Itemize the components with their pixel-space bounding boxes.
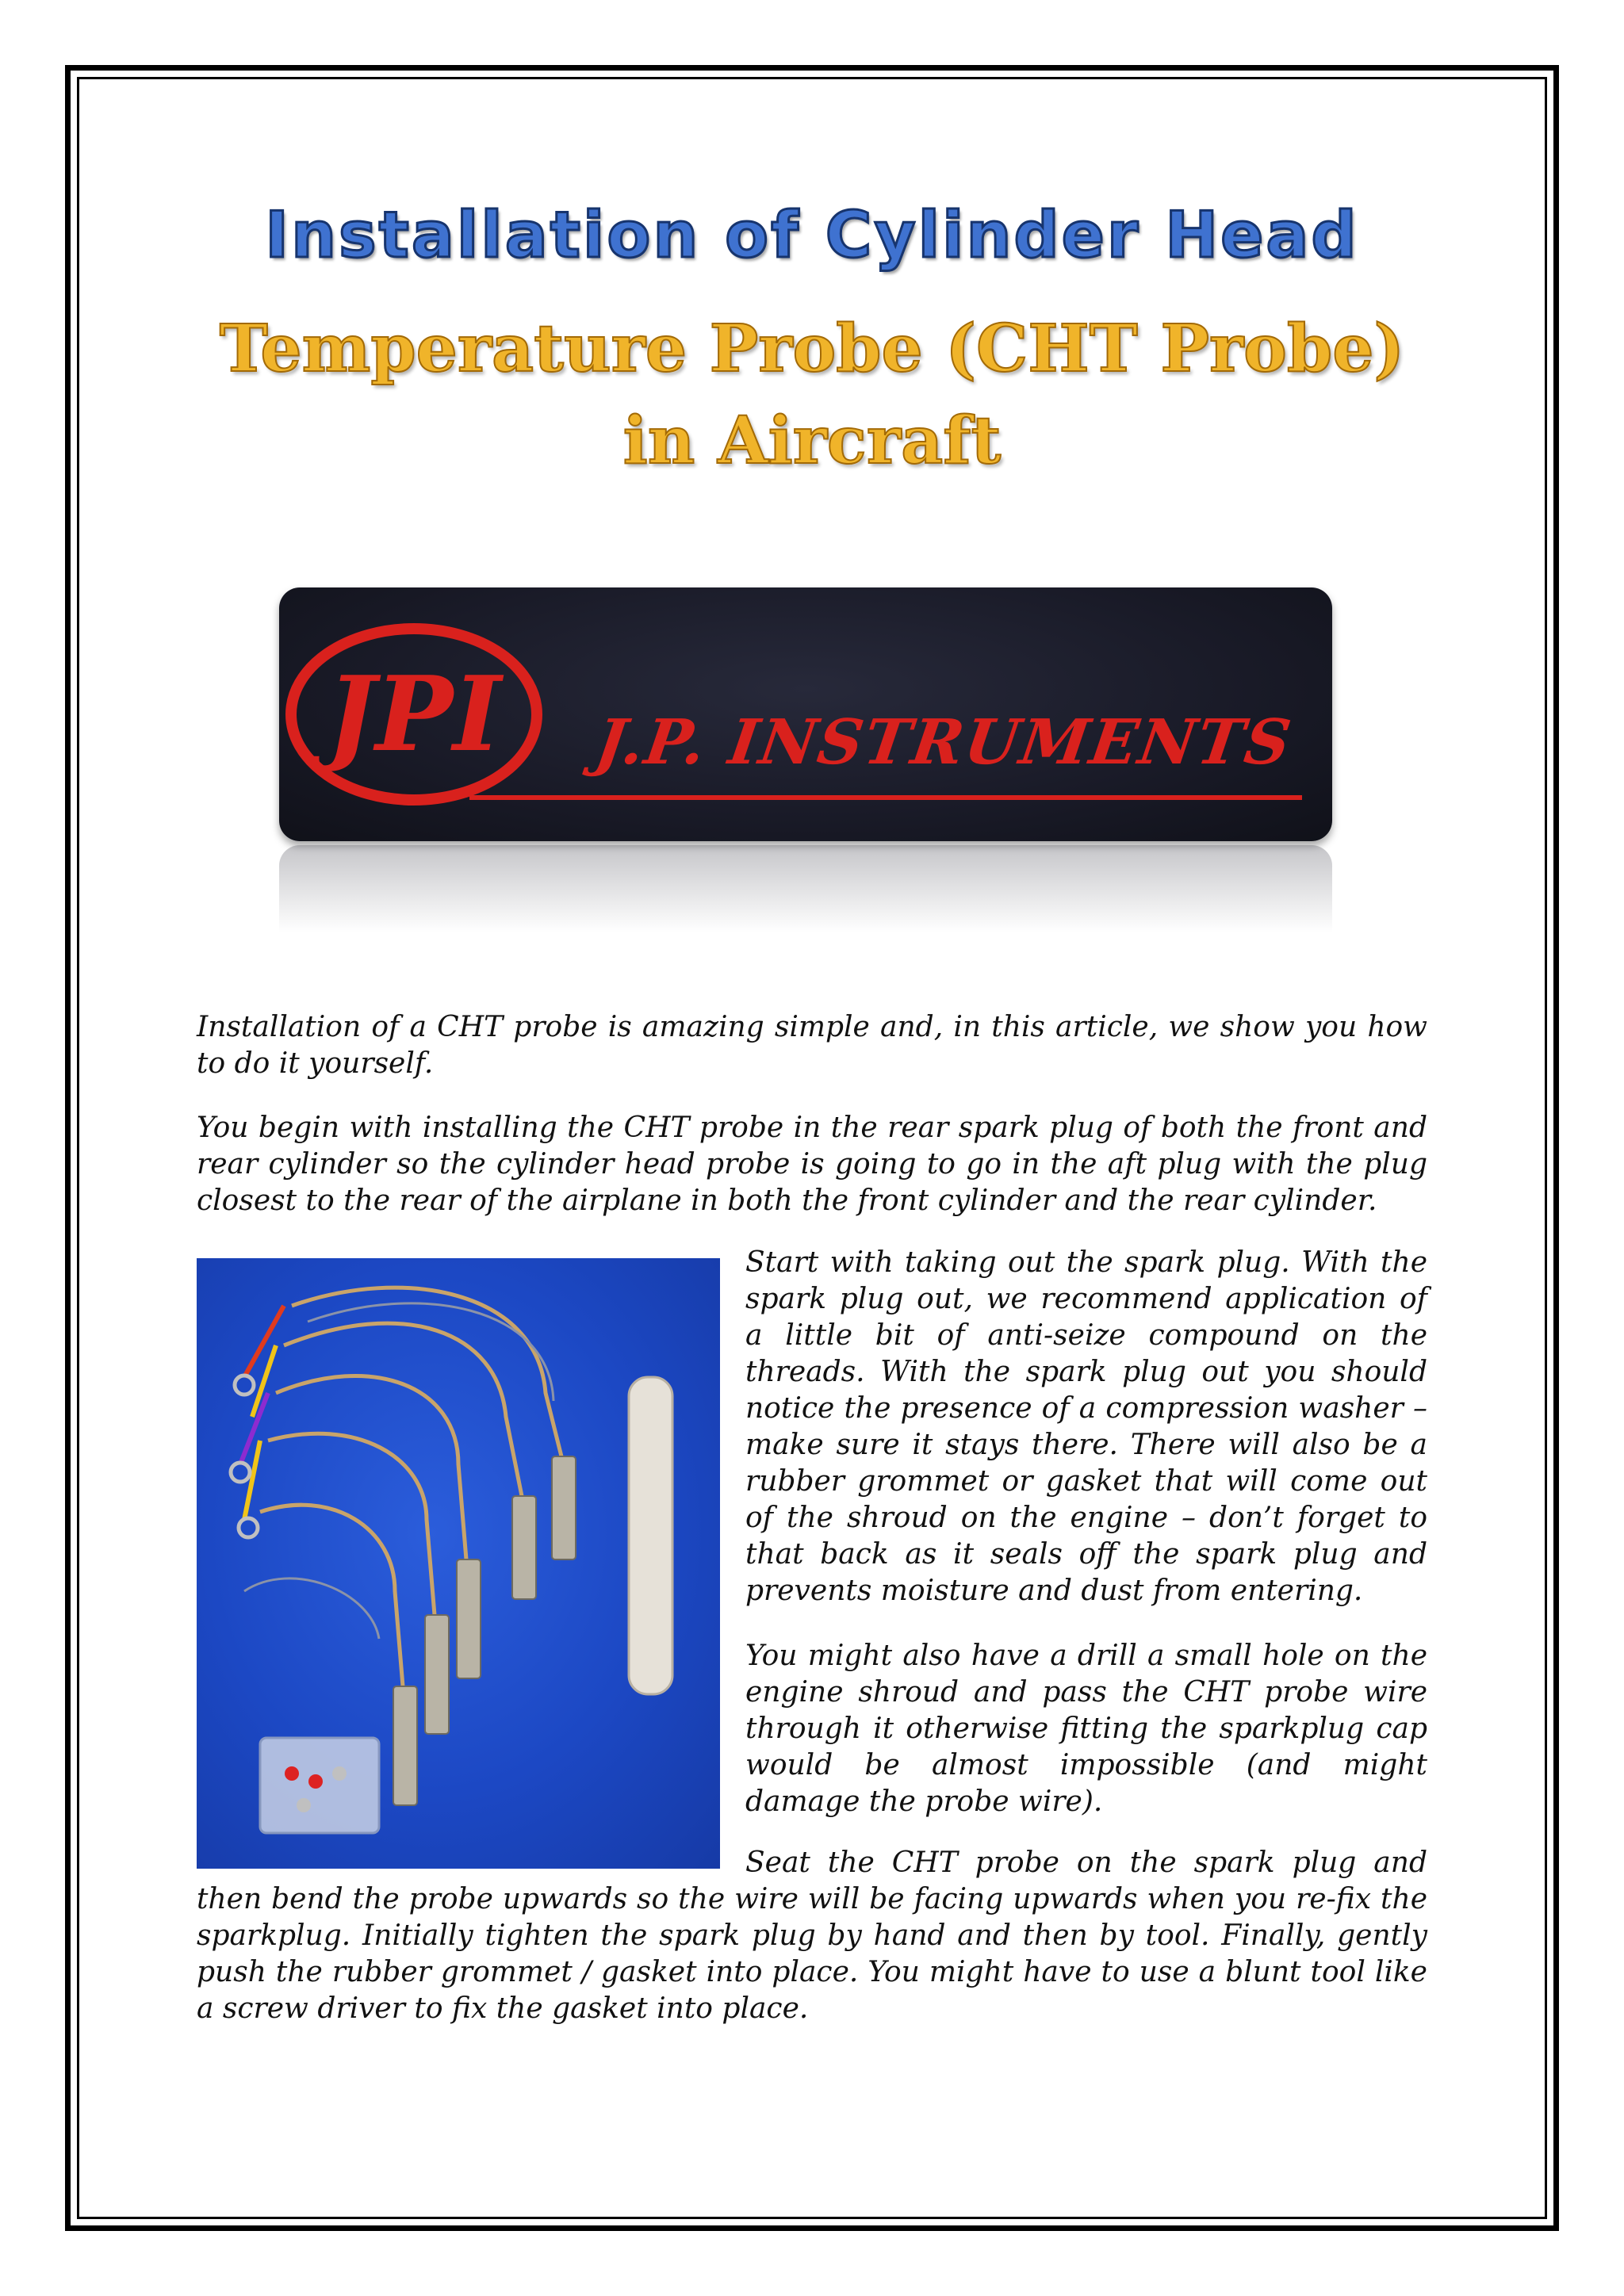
logo-reflection	[279, 845, 1332, 932]
paragraph-seat: Seat the CHT probe on the spark plug and then bend the probe upwards so the wire will be facing upwards when you re-fix the sparkplug. Initially tighten the spark plug by hand and then by tool. Finally, gently push the rubber grommet / gasket into place. You might have to use a blunt tool like a screw driver to fix the gasket into place.	[197, 1846, 1427, 2025]
paragraph-start: Start with taking out the spark plug. With the spark plug out, we recommend application of a little bit of anti-seize compound on the threads. With the spark plug out you should notice the presence of a compression washer – make sure it stays there. There will also be a rubber grommet or gasket that will come out of the shroud on the engine – don’t forget to that back as it seals off the spark plug and prevents moisture and dust from entering.	[745, 1246, 1427, 1607]
paragraph-intro: Installation of a CHT probe is amazing simple and, in this article, we show you how to do it yourself.	[197, 1011, 1427, 1080]
logo-company-name: J.P. INSTRUMENTS	[591, 706, 1297, 779]
title-line-2: Temperature Probe (CHT Probe)	[219, 311, 1405, 387]
title-line-1: Installation of Cylinder Head	[265, 198, 1359, 272]
cht-probes-illustration	[197, 1258, 720, 1869]
cht-probes-photo	[197, 1258, 720, 1869]
title-line-3: in Aircraft	[622, 403, 1002, 479]
paragraph-drill: You might also have a drill a small hole on the engine shroud and pass the CHT probe wire through it otherwise fitting the sparkplug cap would be almost impossible (and might damage the probe wire).	[745, 1640, 1427, 1818]
jpi-logo-banner	[279, 587, 1332, 841]
logo-monogram: JPI	[326, 653, 502, 775]
paragraph-begin: You begin with installing the CHT probe in the rear spark plug of both the front and rear cylinder so the cylinder head probe is going to go in the aft plug with the plug closest to the rear of the airplane in both the front cylinder and the rear cylinder.	[197, 1112, 1427, 1217]
